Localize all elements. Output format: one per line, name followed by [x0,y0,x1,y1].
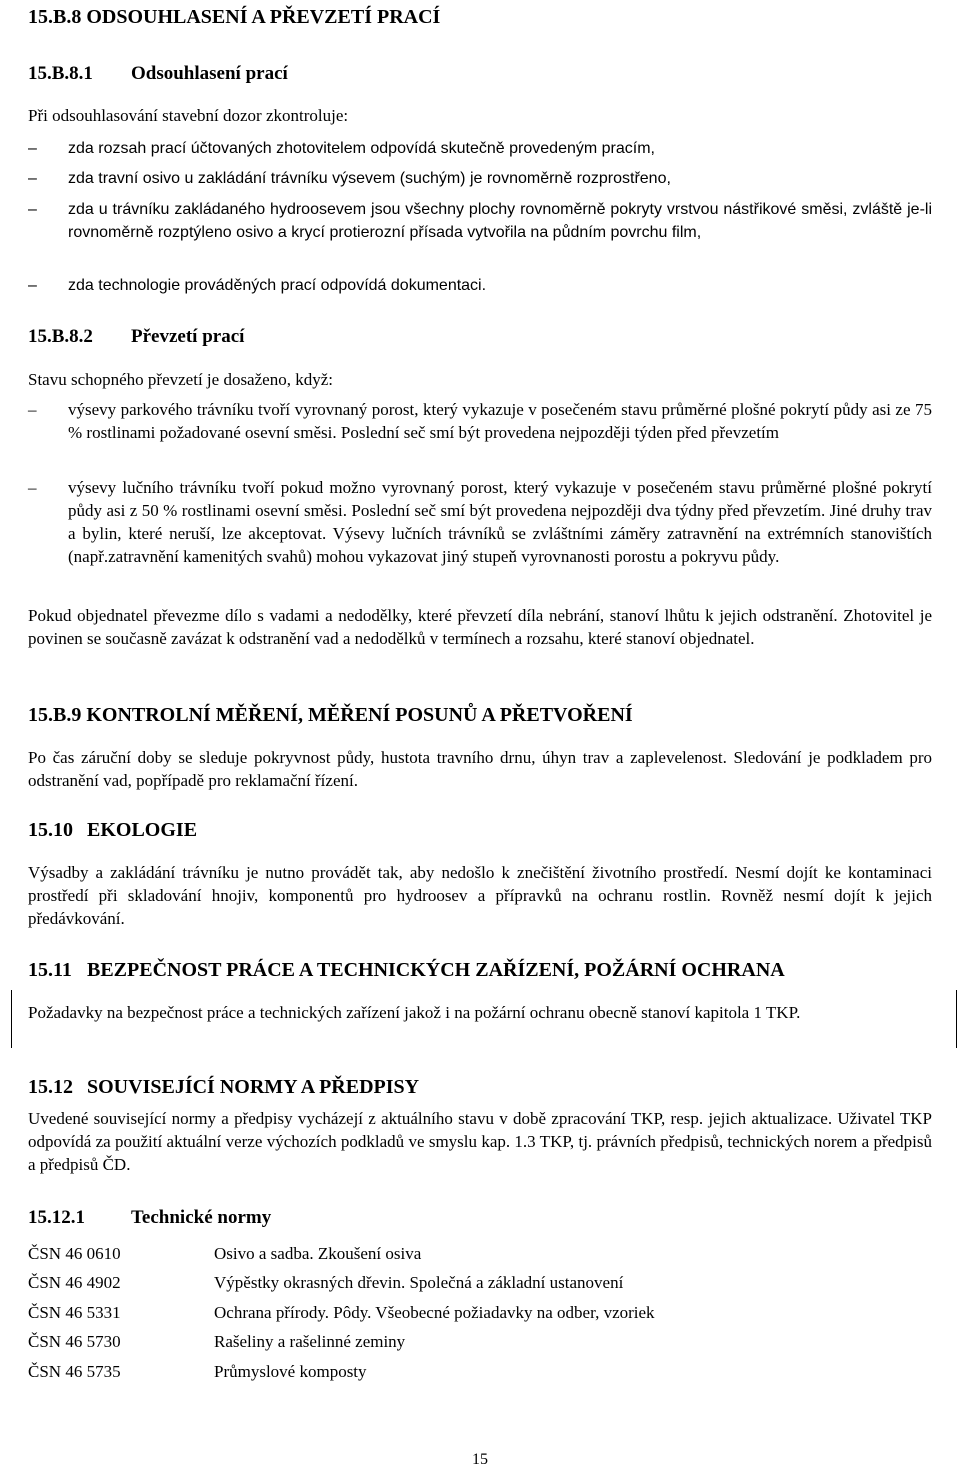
dash-bullet: – [28,478,37,497]
dash-bullet: – [28,277,37,294]
acceptance-intro: Stavu schopného převzetí je dosaženo, když: [28,370,333,389]
section-heading-1510 [28,817,197,843]
section-heading-15b8: 15.B.8 ODSOUHLASENÍ A PŘEVZETÍ PRACÍ [28,6,441,28]
subsection-title: Odsouhlasení prací [131,63,288,84]
subsection-heading-15b82 [28,324,244,349]
list-item [28,198,932,244]
section-heading-1512 [28,1074,419,1100]
subsection-heading-15b81 [28,61,288,86]
norm-row [28,1271,928,1295]
list-item-text: zda rozsah prací účtovaných zhotovitelem odpovídá skutečně provedeným pracím, [68,140,655,157]
list-item-text: výsevy parkového trávníku tvoří vyrovnaný porost, který vykazuje v posečeném stavu průměrné plošné pokrytí půdy asi ze 75 % rostlinami požadované osevní směsi. Poslední seč smí být provedena nejpozději týden před převzetím [68,400,932,442]
list-item-text: zda travní osivo u zakládání trávníku výsevem (suchým) je rovnoměrně rozprostřeno, [68,170,671,187]
section-number: 15.11 [28,959,72,981]
subsection-heading-15121 [28,1205,271,1230]
dash-bullet: – [28,201,37,218]
monitoring-paragraph: Po čas záruční doby se sleduje pokryvnost půdy, hustota travního drnu, úhyn trav a zaplevelenost. Sledování je podkladem pro odstranění vad, popřípadě pro reklamační řízení. [28,748,932,790]
norm-title: Osivo a sadba. Zkoušení osiva [214,1244,422,1263]
list-item [28,398,932,444]
norm-code: ČSN 46 0610 [28,1244,121,1263]
revision-bar-left [11,990,12,1048]
section-heading-1511 [28,957,785,983]
revision-bar-right [956,990,957,1048]
standards-paragraph: Uvedené související normy a předpisy vycházejí z aktuálního stavu v době zpracování TKP, resp. jejich aktualizace. Uživatel TKP odpovídá za použití aktuální verze výchozích podkladů ve smyslu kap. 1.3 TKP, tj. právních předpisů, technických norem a předpisů a předpisů ČD. [28,1109,932,1174]
list-item [28,167,932,190]
subsection-number: 15.B.8.2 [28,326,93,347]
list-item-text: výsevy lučního trávníku tvoří pokud možno vyrovnaný porost, který vykazuje v posečeném stavu průměrné plošné pokrytí půdy asi z 50 % rostlinami osevní směsi. Poslední seč smí být provedena nejpozději dva týdny před převzetím. Jiné druhy trav a bylin, které neruší, lze akceptovat. Výsevy lučních trávníků se zvláštními záměry zatravnění na extrémních stanovištích (např.zatravnění kamenitých svahů) mohou vykazovat jiný stupeň vyrovnanosti porostu a pokryvu půdy. [68,478,932,566]
list-item [28,476,932,568]
checklist-intro: Při odsouhlasování stavební dozor zkontroluje: [28,106,349,125]
norm-title: Výpěstky okrasných dřevin. Společná a základní ustanovení [214,1273,624,1292]
norm-row [28,1330,928,1354]
subsection-number: 15.12.1 [28,1207,85,1228]
dash-bullet: – [28,140,37,157]
list-item [28,274,932,297]
list-item [28,137,932,160]
dash-bullet: – [28,170,37,187]
list-item-text: zda u trávníku zakládaného hydroosevem jsou všechny plochy rovnoměrně pokryty vrstvou nástřikové směsi, zvláště je-li rovnoměrně rozptýleno osivo a krycí protierozní přísada vytvořila na půdním povrchu film, [68,201,932,241]
ecology-paragraph: Výsadby a zakládání trávníku je nutno provádět tak, aby nedošlo k znečištění životního prostředí. Nesmí dojít ke kontaminaci prostředí při skladování hnojiv, komponentů pro hydroosev a přípravků na ochranu rostlin. Rovněž nesmí dojít k jejich předávkování. [28,863,932,928]
defects-paragraph: Pokud objednatel převezme dílo s vadami a nedodělky, které převzetí díla nebrání, stanoví lhůtu k jejich odstranění. Zhotovitel je povinen se současně zavázat k odstranění vad a nedodělků v termínech a rozsahu, které stanoví objednatel. [28,606,932,648]
section-heading-15b9: 15.B.9 KONTROLNÍ MĚŘENÍ, MĚŘENÍ POSUNŮ A PŘETVOŘENÍ [28,704,633,726]
subsection-number: 15.B.8.1 [28,63,93,84]
norm-code: ČSN 46 5730 [28,1332,121,1351]
dash-bullet: – [28,400,37,419]
section-title: BEZPEČNOST PRÁCE A TECHNICKÝCH ZAŘÍZENÍ, POŽÁRNÍ OCHRANA [87,959,785,981]
norm-code: ČSN 46 4902 [28,1273,121,1292]
safety-paragraph: Požadavky na bezpečnost práce a technických zařízení jakož i na požární ochranu obecně stanoví kapitola 1 TKP. [28,1003,801,1022]
norm-code: ČSN 46 5735 [28,1362,121,1381]
norm-title: Průmyslové komposty [214,1362,367,1381]
section-number: 15.12 [28,1076,73,1098]
section-title: SOUVISEJÍCÍ NORMY A PŘEDPISY [87,1076,420,1098]
list-item-text: zda technologie prováděných prací odpovídá dokumentaci. [68,277,487,294]
section-number: 15.10 [28,819,73,841]
norm-code: ČSN 46 5331 [28,1303,121,1322]
section-title: EKOLOGIE [87,819,198,841]
norm-row [28,1301,928,1325]
norm-title: Rašeliny a rašelinné zeminy [214,1332,406,1351]
subsection-title: Technické normy [131,1207,272,1228]
norm-row [28,1360,928,1384]
page-number: 15 [472,1451,488,1468]
norm-row [28,1242,928,1266]
norm-title: Ochrana přírody. Pôdy. Všeobecné požiadavky na odber, vzoriek [214,1303,655,1322]
subsection-title: Převzetí prací [131,326,245,347]
